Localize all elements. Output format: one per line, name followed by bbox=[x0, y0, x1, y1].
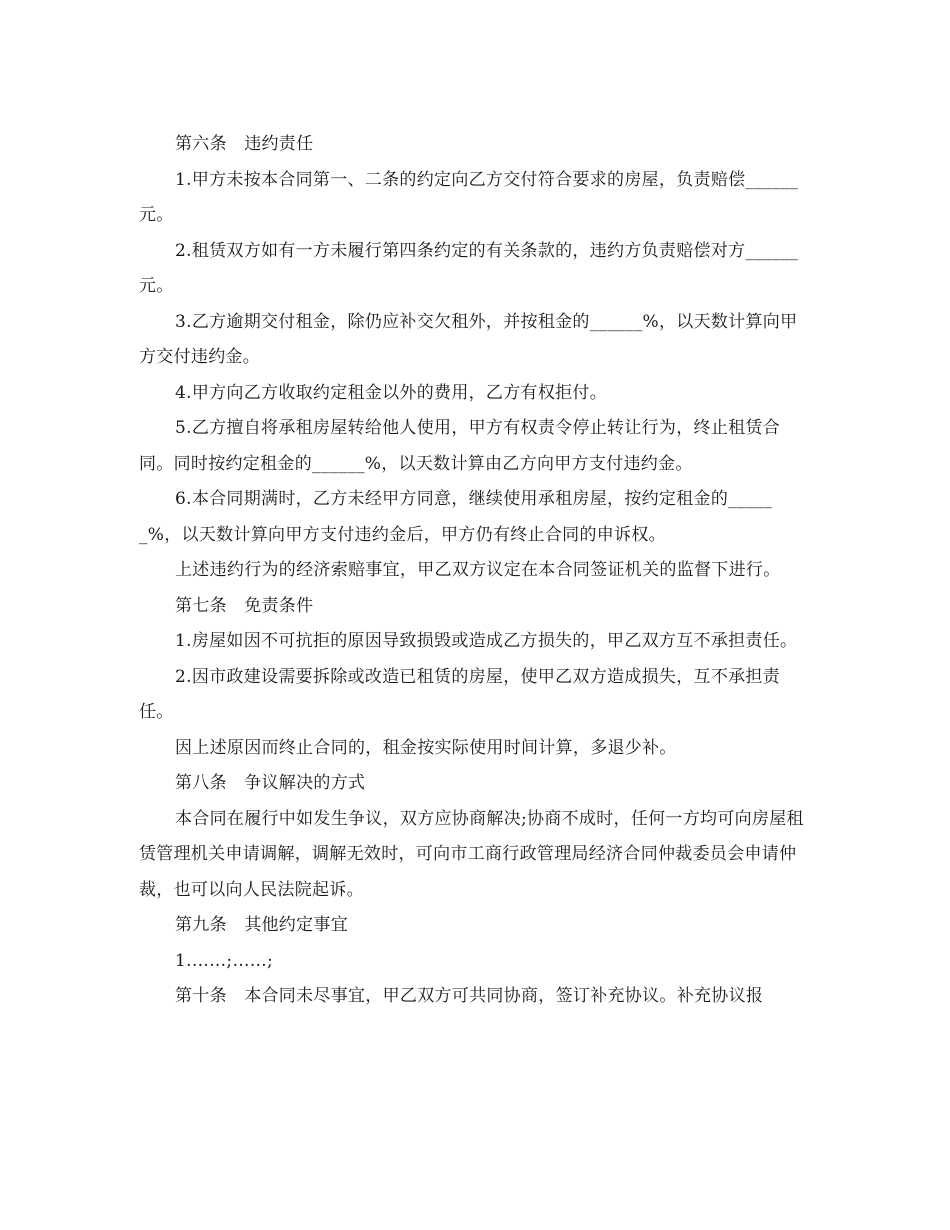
article-8-heading: 第八条 争议解决的方式 bbox=[175, 773, 366, 793]
article-6-clause-2: 2.租赁双方如有一方未履行第四条约定的有关条款的，违约方负责赔偿对方______元。 bbox=[139, 240, 799, 296]
article-6-clause-4: 4.甲方向乙方收取约定租金以外的费用，乙方有权拒付。 bbox=[175, 382, 608, 403]
document-page bbox=[139, 127, 811, 1015]
article-9-heading: 第九条 其他约定事宜 bbox=[175, 915, 348, 935]
article-7-rent-settlement: 因上述原因而终止合同的，租金按实际使用时间计算，多退少补。 bbox=[175, 737, 677, 758]
article-7-heading: 第七条 免责条件 bbox=[175, 595, 314, 616]
article-6-heading: 第六条 违约责任 bbox=[175, 134, 314, 154]
article-6-clause-1: 1.甲方未按本合同第一、二条的约定向乙方交付符合要求的房屋，负责赔偿______元。 bbox=[139, 169, 799, 225]
article-6-clause-3: 3.乙方逾期交付租金，除仍应补交欠租外，并按租金的______%，以天数计算向甲方交付违约金。 bbox=[139, 311, 798, 367]
article-7-clause-1: 1.房屋如因不可抗拒的原因导致损毁或造成乙方损失的，甲乙双方互不承担责任。 bbox=[175, 631, 798, 651]
article-6-supervision: 上述违约行为的经济索赔事宜，甲乙双方议定在本合同签证机关的监督下进行。 bbox=[175, 560, 781, 580]
article-7-clause-2: 2.因市政建设需要拆除或改造已租赁的房屋，使甲乙双方造成损失，互不承担责任。 bbox=[139, 666, 781, 722]
article-6-clause-5: 5.乙方擅自将承租房屋转给他人使用，甲方有权责令停止转让行为，终止租赁合同。同时按约定租金的______%，以天数计算由乙方向甲方支付违约金。 bbox=[139, 418, 781, 474]
article-10-body: 第十条 本合同未尽事宜，甲乙双方可共同协商，签订补充协议。补充协议报 bbox=[175, 986, 764, 1006]
article-6-clause-6: 6.本合同期满时，乙方未经甲方同意，继续使用承租房屋，按约定租金的______%，以天数计算向甲方支付违约金后，甲方仍有终止合同的申诉权。 bbox=[139, 489, 773, 545]
article-9-clause-1: 1.……;……; bbox=[175, 950, 274, 971]
article-8-body: 本合同在履行中如发生争议，双方应协商解决;协商不成时，任何一方均可向房屋租赁管理机关申请调解，调解无效时，可向市工商行政管理局经济合同仲裁委员会申请仲裁，也可以向人民法院起诉。 bbox=[139, 808, 804, 900]
